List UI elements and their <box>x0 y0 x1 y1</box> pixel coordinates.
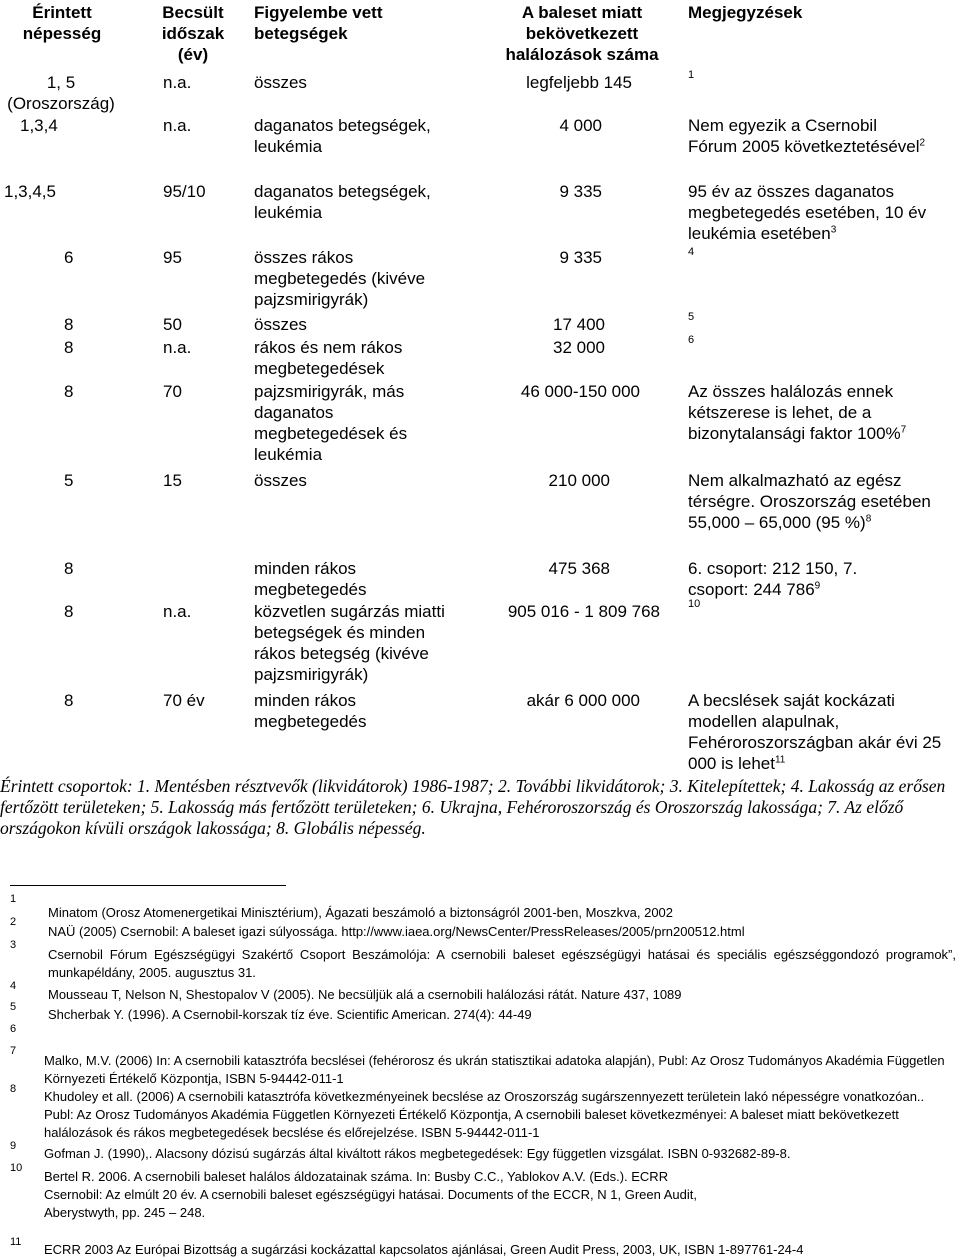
row3-population: 1,3,4,5 <box>4 182 56 201</box>
row2-ref: 2 <box>919 137 926 149</box>
row4-deaths: 9 335 <box>559 248 602 267</box>
row7-diseases: pajzsmirigyrák, más daganatos megbetegedések és leukémia <box>254 382 408 464</box>
row10-diseases: közvetlen sugárzás miatti betegségek és minden rákos betegség (kivéve pajzsmirigyrák) <box>254 602 445 684</box>
row3-notes: 95 év az összes daganatos megbetegedés esetében, 10 év leukémia esetében$^3$ <box>688 182 927 243</box>
row5-period: 50 <box>163 315 182 334</box>
row7-population: 8 <box>64 382 74 401</box>
row2-population: 1,3,4 <box>20 116 58 135</box>
row10-period: n.a. <box>163 602 192 621</box>
row1-period: n.a. <box>163 73 192 92</box>
footnote-number-2: 2 <box>10 916 17 928</box>
row3-diseases: daganatos betegségek, leukémia <box>254 182 431 222</box>
row11-diseases: minden rákos megbetegedés <box>254 691 367 731</box>
row6-ref: 6 <box>688 334 695 346</box>
footnote-number-3: 3 <box>10 939 17 951</box>
row8-ref: 8 <box>865 513 872 525</box>
footnote-3: Csernobil Fórum Egészségügyi Szakértő Csoport Beszámolója: A csernobili baleset egészségügyi hatásai és speciális egészséggondozó programok”, munkapéldány, 2005. augusztus 31. <box>48 947 956 980</box>
row7-ref: 7 <box>900 424 907 436</box>
footnote-number-9: 9 <box>10 1140 17 1152</box>
row4-period: 95 <box>163 248 182 267</box>
row11-period: 70 év <box>163 691 205 710</box>
header-period: Becsült időszak (év) <box>161 3 225 64</box>
row6-population: 8 <box>64 338 74 357</box>
header-diseases: Figyelembe vett betegségek <box>254 3 383 43</box>
row8-population: 5 <box>64 471 74 490</box>
row8-deaths: 210 000 <box>548 471 610 490</box>
row1-deaths: legfeljebb 145 <box>526 73 632 92</box>
row9-ref: 9 <box>814 580 821 592</box>
footnote-number-6: 6 <box>10 1023 17 1035</box>
row10-population: 8 <box>64 602 74 621</box>
footnote-11: ECRR 2003 Az Európai Bizottság a sugárzási kockázattal kapcsolatos ajánlásai, Green Audit Press, 2003, UK, ISBN 1-897761-24-4 <box>44 1242 804 1257</box>
row10-deaths: 905 016 - 1 809 768 <box>507 602 660 621</box>
row7-notes: Az összes halálozás ennek kétszerese is lehet, de a bizonytalansági faktor 100%$^7$ <box>688 382 907 443</box>
footnote-7: Malko, M.V. (2006) In: A csernobili katasztrófa becslései (fehérorosz és ukrán statisztikai adatoka alapján), Publ: Az Orosz Tudományos Akadémia Független Környezeti Értékelő Központja, ISBN 5-94442-011-1 <box>44 1053 945 1086</box>
footnote-number-11: 11 <box>10 1236 22 1248</box>
row8-notes: Nem alkalmazható az egész térségre. Oroszország esetében 55,000 – 65,000 (95 %)$^8$ <box>688 471 931 532</box>
footnote-number-7: 7 <box>10 1045 17 1057</box>
row1-diseases: összes <box>254 73 307 92</box>
row4-diseases: összes rákos megbetegedés (kivéve pajzsmirigyrák) <box>254 248 426 309</box>
header-notes: Megjegyzések <box>688 3 803 22</box>
footnote-1: Minatom (Orosz Atomenergetikai Minisztérium), Ágazati beszámoló a biztonságról 2001-ben, Moszkva, 2002 <box>48 905 674 920</box>
row11-population: 8 <box>64 691 74 710</box>
row9-diseases: minden rákos megbetegedés <box>254 559 367 599</box>
footnote-5: Shcherbak Y. (1996). A Csernobil-korszak tíz éve. Scientific American. 274(4): 44-49 <box>48 1007 532 1022</box>
row7-period: 70 <box>163 382 182 401</box>
footnote-9: Gofman J. (1990),. Alacsony dózisú sugárzás által kiváltott rákos megbetegedések: Egy független vizsgálat. ISBN 0-932682-89-8. <box>44 1146 791 1161</box>
row1-ref: 1 <box>688 69 695 81</box>
footnote-number-10: 10 <box>10 1162 23 1174</box>
footnote-2: NAÜ (2005) Csernobil: A baleset igazi súlyossága. http://www.iaea.org/NewsCenter/PressReleases/2005/prn200512.html <box>48 924 745 939</box>
footnote-number-8: 8 <box>10 1083 17 1095</box>
row9-deaths: 475 368 <box>548 559 610 578</box>
row9-notes: 6. csoport: 212 150, 7. csoport: 244 $786^9$ <box>688 559 858 599</box>
row2-diseases: daganatos betegségek, leukémia <box>254 116 431 156</box>
footnote-8: Khudoley et all. (2006) A csernobili katasztrófa következményeinek becslése az Oroszország sugárszennyezett területein lakó népességre vonatkozóan.. Publ: Az Orosz Tudományos Akadémia Független Környezeti Értékelő Központja, A csernobili baleset következményei: A baleset miatt bekövetkezett halálozások és rákos megbetegedések becslése és előrejelzése. ISBN 5-94442-011-1 <box>44 1089 925 1140</box>
row11-deaths: akár 6 000 000 <box>526 691 640 710</box>
header-deaths: A baleset miatt bekövetkezett halálozások száma <box>505 3 659 64</box>
row3-deaths: 9 335 <box>559 182 602 201</box>
row5-population: 8 <box>64 315 74 334</box>
row8-diseases: összes <box>254 471 307 490</box>
footnote-10: Bertel R. 2006. A csernobili baleset halálos áldozatainak száma. In: Busby C.C., Yablokov A.V. (Eds.). ECRR Csernobil: Az elmúlt 20 év. A csernobili baleset egészségügyi hatásai. Documents of the ECCR, N 1, Green Audit, Aberystwyth, pp. 245 – 248. <box>44 1169 697 1220</box>
row2-deaths: 4 000 <box>559 116 602 135</box>
row6-period: n.a. <box>163 338 192 357</box>
row8-period: 15 <box>163 471 182 490</box>
row1-population: 1, 5 (Oroszország) <box>7 73 115 113</box>
affected-groups-caption: Érintett csoportok: 1. Mentésben résztvevők (likvidátorok) 1986-1987; 2. További likvidátorok; 3. Kitelepítettek; 4. Lakosság az erősen fertőzött területeken; 5. Lakosság más fertőzött területeken; 6. Ukrajna, Fehéroroszország és Oroszország lakossága; 7. Az előző országokon kívüli országok lakossága; 8. Globális népesség. <box>0 776 946 838</box>
header-population: Érintett népesség <box>22 3 102 43</box>
footnote-number-4: 4 <box>10 980 17 992</box>
footnote-number-1: 1 <box>10 893 17 905</box>
footnote-separator <box>10 885 286 886</box>
footnote-4: Mousseau T, Nelson N, Shestopalov V (2005). Ne becsüljük alá a csernobili halálozási rátát. Nature 437, 1089 <box>48 987 682 1002</box>
row9-population: 8 <box>64 559 74 578</box>
row10-ref: 10 <box>688 598 701 610</box>
row2-period: n.a. <box>163 116 192 135</box>
footnote-number-5: 5 <box>10 1001 17 1013</box>
row6-diseases: rákos és nem rákos megbetegedések <box>254 338 403 378</box>
row7-deaths: 46 000-150 000 <box>520 382 640 401</box>
row4-population: 6 <box>64 248 74 267</box>
row5-ref: 5 <box>688 311 695 323</box>
row11-ref: 11 <box>774 754 786 766</box>
row4-ref: 4 <box>688 246 695 258</box>
row11-notes: A becslések saját kockázati modellen alapulnak, Fehéroroszországban akár évi 25 000 is lehet$^{11}$ <box>688 691 942 773</box>
row5-deaths: 17 400 <box>553 315 605 334</box>
row2-notes: Nem egyezik a Csernobil Fórum 2005 következtetésével$^2$ <box>688 116 926 156</box>
row3-ref: 3 <box>830 224 837 236</box>
row3-period: 95/10 <box>163 182 206 201</box>
row5-diseases: összes <box>254 315 307 334</box>
row6-deaths: 32 000 <box>553 338 605 357</box>
